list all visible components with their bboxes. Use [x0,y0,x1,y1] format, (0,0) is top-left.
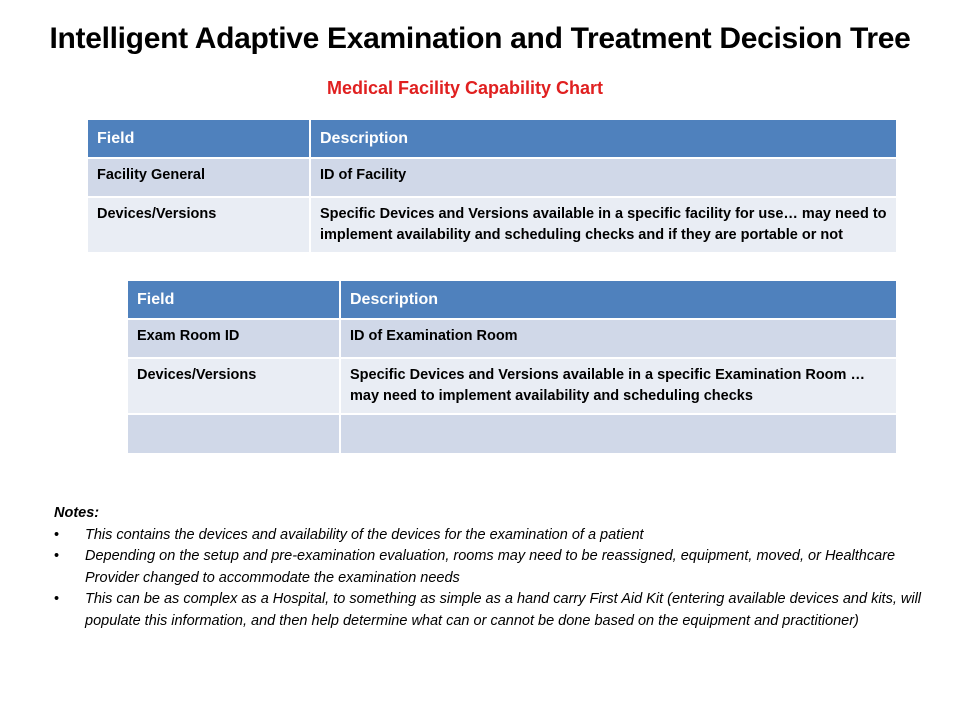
table-row [128,320,896,357]
description-cell: Specific Devices and Versions available in a specific facility for use… may need to implement availability and scheduling checks and if they are portable or not [309,198,896,252]
note-text: This contains the devices and availability of the devices for the examination of a patient [85,526,644,543]
table-row-empty [128,415,896,453]
list-item [54,589,934,632]
list-item [54,546,934,589]
bullet-icon: • [54,548,60,564]
description-cell: ID of Facility [309,159,896,196]
note-text: Depending on the setup and pre-examination evaluation, rooms may need to be reassigned, equipment, moved, or Healthcare Provider changed to accommodate the examination needs [85,548,896,586]
column-header-field: Field [88,120,309,157]
table-row [88,198,896,252]
column-header-field: Field [128,281,339,318]
column-header-description: Description [309,120,896,157]
description-cell: Specific Devices and Versions available in a specific Examination Room … may need to implement availability and scheduling checks [339,359,896,413]
description-cell [339,415,896,453]
table-header-row [128,281,896,318]
table-row [128,359,896,413]
notes-heading: Notes: [54,505,100,521]
field-cell: Devices/Versions [128,359,339,413]
description-cell: ID of Examination Room [339,320,896,357]
table-header-row [88,120,896,157]
field-cell: Devices/Versions [88,198,309,252]
note-text: This can be as complex as a Hospital, to something as simple as a hand carry First Aid Kit (entering available devices and kits, will populate this information, and then help determine what can or cannot be done based on the equipment and practitioner) [85,591,922,629]
field-cell [128,415,339,453]
table-row [88,159,896,196]
list-item [54,525,934,547]
notes-section [54,503,934,632]
bullet-icon: • [54,526,60,543]
exam-room-table [128,279,896,455]
column-header-description: Description [339,281,896,318]
field-cell: Facility General [88,159,309,196]
notes-list [54,525,934,633]
field-cell: Exam Room ID [128,320,339,357]
facility-capability-table [88,118,896,254]
bullet-icon: • [54,591,60,607]
slide-title: Intelligent Adaptive Examination and Treatment Decision Tree [49,22,911,55]
slide-subtitle: Medical Facility Capability Chart [326,78,604,98]
